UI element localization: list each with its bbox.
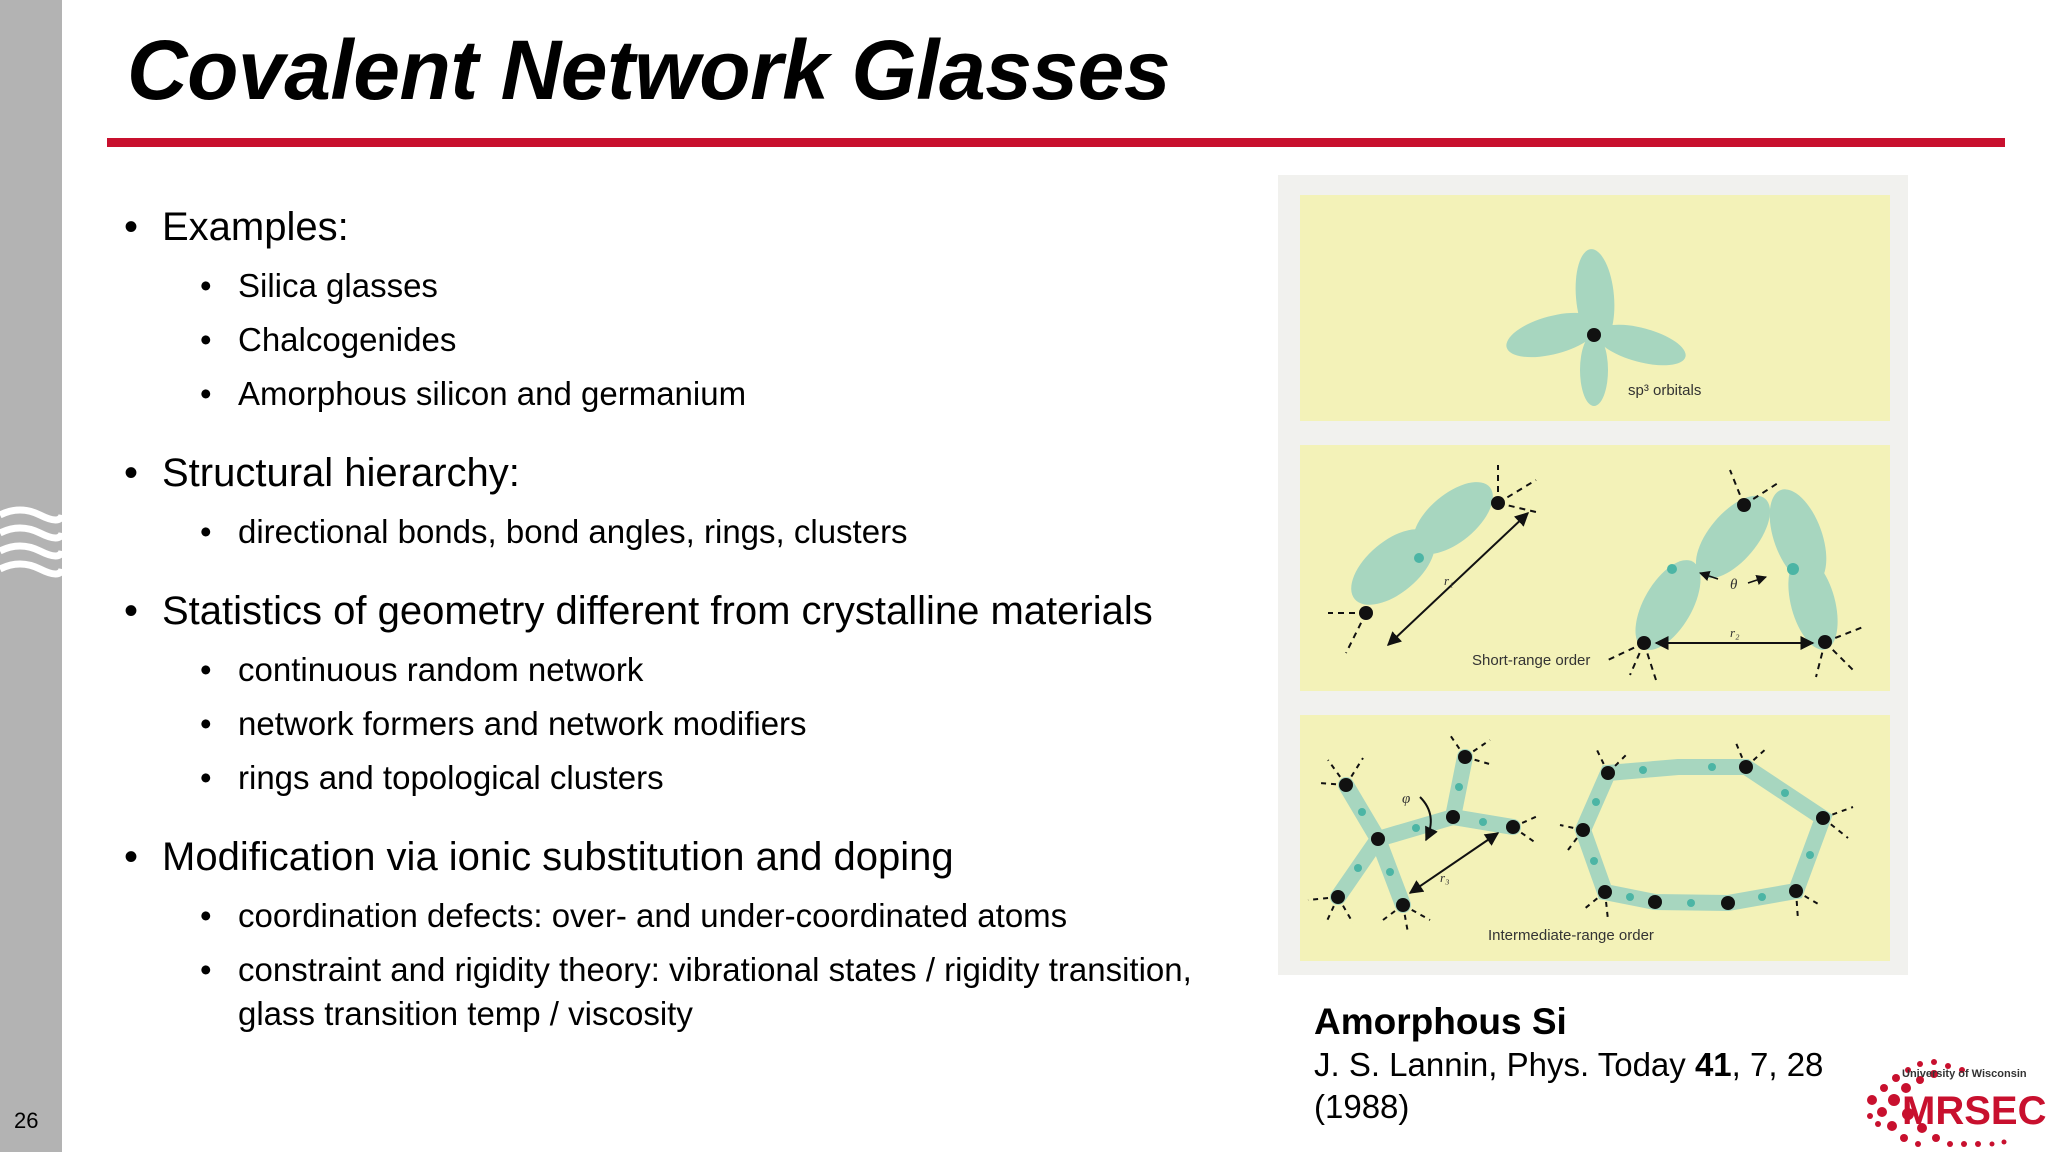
bullet-group-hierarchy — [120, 446, 1250, 554]
reference-authors-journal: J. S. Lannin, Phys. Today — [1314, 1046, 1695, 1083]
logo-mrsec-text: MRSEC — [1902, 1089, 2047, 1133]
atom — [1587, 328, 1601, 342]
atom — [1359, 606, 1373, 620]
slide-number: 26 — [14, 1108, 39, 1133]
bullet-group-statistics — [120, 584, 1250, 800]
reference-volume: 41 — [1694, 1046, 1732, 1083]
atom — [1637, 636, 1651, 650]
bullet-item: • Statistics of geometry different from crystalline materials — [120, 584, 1250, 638]
panel-label-intermediate-range: Intermediate-range order — [1488, 927, 1654, 944]
atom — [1737, 498, 1751, 512]
panel-label-short-range: Short-range order — [1472, 652, 1591, 669]
bullet-list — [120, 200, 1250, 1066]
bond-center — [1414, 553, 1424, 563]
sub-bullet-item: • network formers and network modifiers — [120, 702, 1250, 746]
wave-decoration-icon — [0, 505, 62, 585]
atom — [1491, 496, 1505, 510]
bond-center — [1787, 563, 1799, 575]
phi-symbol: φ — [1402, 791, 1411, 807]
bullet-item: • Modification via ionic substitution and doping — [120, 830, 1250, 884]
bullet-item: • Structural hierarchy: — [120, 446, 1250, 500]
bullet-group-modification — [120, 830, 1250, 1036]
atom — [1818, 635, 1832, 649]
slide-title: Covalent Network Glasses — [127, 23, 1171, 117]
amorphous-si-figure — [1278, 175, 1908, 975]
bullet-group-examples — [120, 200, 1250, 416]
figure-caption — [1314, 1000, 1834, 1128]
sub-bullet-item: • coordination defects: over- and under-coordinated atoms — [120, 894, 1250, 938]
r3-symbol: r₃ — [1440, 870, 1450, 885]
reference-pages-year: , 7, 28 (1988) — [1314, 1046, 1824, 1125]
caption-reference — [1314, 1044, 1834, 1128]
sub-bullet-item: • Silica glasses — [120, 264, 1250, 308]
r2-symbol: r₂ — [1730, 625, 1740, 640]
caption-title: Amorphous Si — [1314, 1001, 1567, 1042]
panel-label-sp3: sp³ orbitals — [1628, 382, 1702, 399]
sub-bullet-item: • constraint and rigidity theory: vibrational states / rigidity transition, glass transition temp / viscosity — [120, 948, 1250, 1036]
logo-university-text: University of Wisconsin — [1902, 1068, 2027, 1080]
structure-diagram — [1278, 175, 1908, 975]
sub-bullet-item: • Chalcogenides — [120, 318, 1250, 362]
title-underline — [107, 138, 2005, 147]
sub-bullet-item: • directional bonds, bond angles, rings, clusters — [120, 510, 1250, 554]
sub-bullet-item: • Amorphous silicon and germanium — [120, 372, 1250, 416]
sub-bullet-item: • continuous random network — [120, 648, 1250, 692]
mrsec-logo — [1862, 1040, 2048, 1152]
bullet-item: • Examples: — [120, 200, 1250, 254]
bond-center — [1667, 564, 1677, 574]
sub-bullet-item: • rings and topological clusters — [120, 756, 1250, 800]
slide-sidebar — [0, 0, 62, 1152]
theta-symbol: θ — [1730, 577, 1738, 593]
r1-symbol: r₁ — [1444, 573, 1454, 588]
